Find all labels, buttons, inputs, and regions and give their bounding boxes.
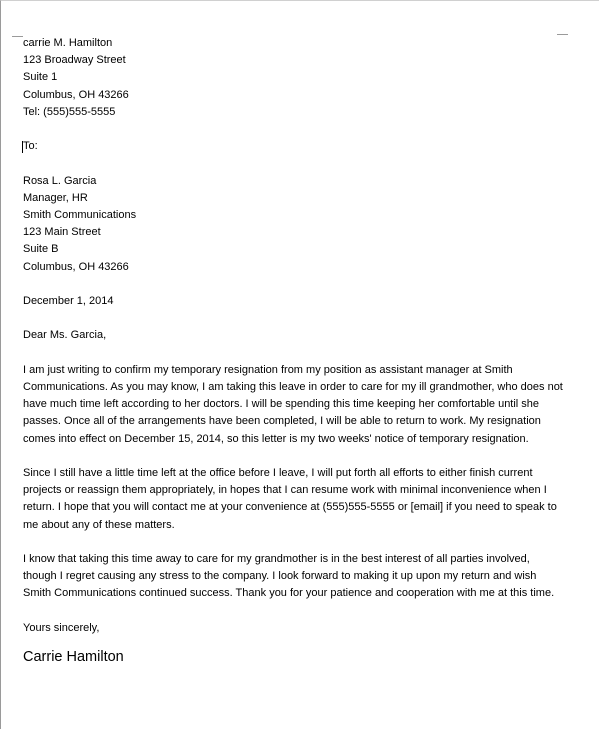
sender-address-block — [23, 35, 563, 121]
blank-line — [23, 603, 563, 620]
recipient-suite: Suite B — [23, 243, 59, 256]
sender-city: Columbus, OH 43266 — [23, 88, 129, 101]
recipient-company: Smith Communications — [23, 209, 137, 221]
body-paragraph-3: I know that taking this time away to care for my grandmother is in the best interest of all parties involved, though I regret causing any stress to the company. I look forward to making it up upon my return and wish Smith Communications continued success. Thank you for your patience and cooperation with me at this time. — [23, 552, 555, 600]
recipient-name: Rosa L. Garcia — [23, 174, 97, 187]
sender-suite: Suite 1 — [23, 71, 58, 84]
blank-line — [23, 276, 563, 293]
body-paragraph-1: I am just writing to confirm my temporary resignation from my position as assistant manager at Smith Communications. As you may know, I am taking this leave in order to care for my ill grandmother, who does not have much time left according to her doctors. I will be spending this time keeping her comfortable until she passes. Once all of the arrangements have been completed, I will be able to return to work. My resignation comes into effect on December 15, 2014, so this letter is my two weeks' notice of temporary resignation. — [23, 363, 563, 445]
signature-name: Carrie Hamilton — [23, 648, 124, 665]
to-label: To: — [23, 140, 38, 153]
recipient-title: Manager, HR — [23, 191, 88, 204]
letter-body[interactable] — [23, 35, 563, 667]
recipient-street: 123 Main Street — [23, 226, 101, 239]
to-line — [23, 138, 563, 155]
blank-line — [23, 448, 563, 465]
recipient-city: Columbus, OH 43266 — [23, 260, 129, 273]
sender-street: 123 Broadway Street — [23, 54, 126, 67]
margin-corner-mark-left — [12, 36, 23, 37]
blank-line — [23, 534, 563, 551]
text-cursor — [22, 141, 23, 153]
closing: Yours sincerely, — [23, 621, 100, 634]
blank-line — [23, 121, 563, 138]
sender-tel: Tel: (555)555-5555 — [23, 105, 116, 118]
sender-name: carrie M. Hamilton — [23, 37, 113, 49]
blank-line — [23, 345, 563, 362]
letter-date: December 1, 2014 — [23, 295, 114, 307]
blank-line — [23, 310, 563, 327]
blank-line — [23, 155, 563, 172]
salutation: Dear Ms. Garcia, — [23, 329, 107, 342]
recipient-address-block — [23, 173, 563, 276]
body-paragraph-2: Since I still have a little time left at the office before I leave, I will put forth all efforts to either finish current projects or reassign them appropriately, in hopes that I can resume work with minimal inconvenience when I return. I hope that you will contact me at your convenience at (555)555-5555 or [email] if you need to speak to me about any of these matters. — [23, 466, 557, 531]
